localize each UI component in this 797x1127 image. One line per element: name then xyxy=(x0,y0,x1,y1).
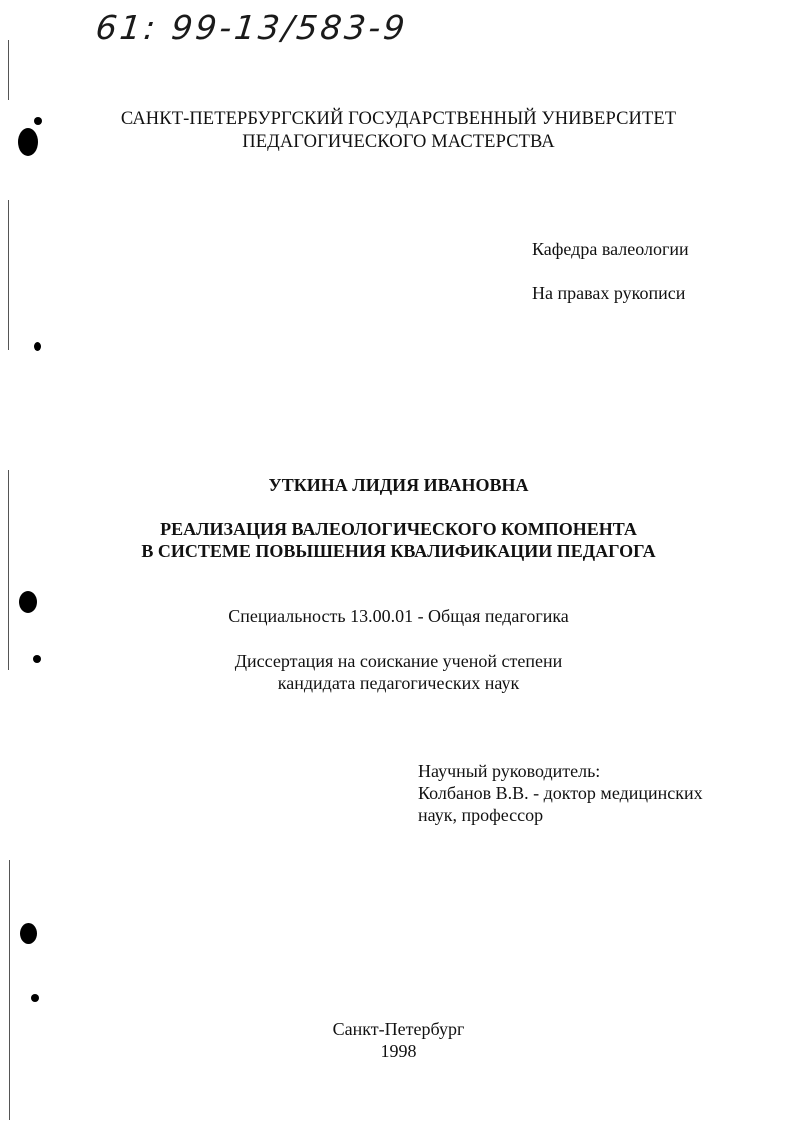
degree-statement-line1: Диссертация на соискание ученой степени xyxy=(234,651,563,671)
department: Кафедра валеологии xyxy=(532,239,689,259)
supervisor-title: наук, профессор xyxy=(418,805,544,825)
place-and-year xyxy=(0,1018,797,1062)
dissertation-title-line1: РЕАЛИЗАЦИЯ ВАЛЕОЛОГИЧЕСКОГО КОМПОНЕНТА xyxy=(160,519,637,539)
city: Санкт-Петербург xyxy=(332,1019,465,1039)
specialty: Специальность 13.00.01 - Общая педагогика xyxy=(228,606,569,626)
supervisor-name: Колбанов В.В. - доктор медицинских xyxy=(418,783,703,803)
binder-hole-mark xyxy=(20,923,37,944)
scan-line xyxy=(9,860,10,1120)
author-name: УТКИНА ЛИДИЯ ИВАНОВНА xyxy=(268,475,529,495)
scan-line xyxy=(8,200,9,350)
year: 1998 xyxy=(380,1041,417,1061)
binder-hole-mark xyxy=(34,342,41,351)
university-name-line2: ПЕДАГОГИЧЕСКОГО МАСТЕРСТВА xyxy=(242,132,555,152)
binder-hole-mark xyxy=(31,994,39,1002)
university-name-line1: САНКТ-ПЕТЕРБУРГСКИЙ ГОСУДАРСТВЕННЫЙ УНИВЕРСИТЕТ xyxy=(120,109,677,129)
supervisor-block xyxy=(418,760,703,826)
degree-statement xyxy=(0,650,797,694)
dissertation-title xyxy=(0,518,797,562)
scan-line xyxy=(8,40,9,100)
manuscript-note: На правах рукописи xyxy=(532,283,686,303)
supervisor-heading: Научный руководитель: xyxy=(418,761,601,781)
archive-number: 61: 99-13/583-9 xyxy=(93,8,410,47)
degree-statement-line2: кандидата педагогических наук xyxy=(277,673,520,693)
scan-line xyxy=(8,470,9,670)
dissertation-title-line2: В СИСТЕМЕ ПОВЫШЕНИЯ КВАЛИФИКАЦИИ ПЕДАГОГА xyxy=(141,541,656,561)
university-name xyxy=(0,108,797,154)
